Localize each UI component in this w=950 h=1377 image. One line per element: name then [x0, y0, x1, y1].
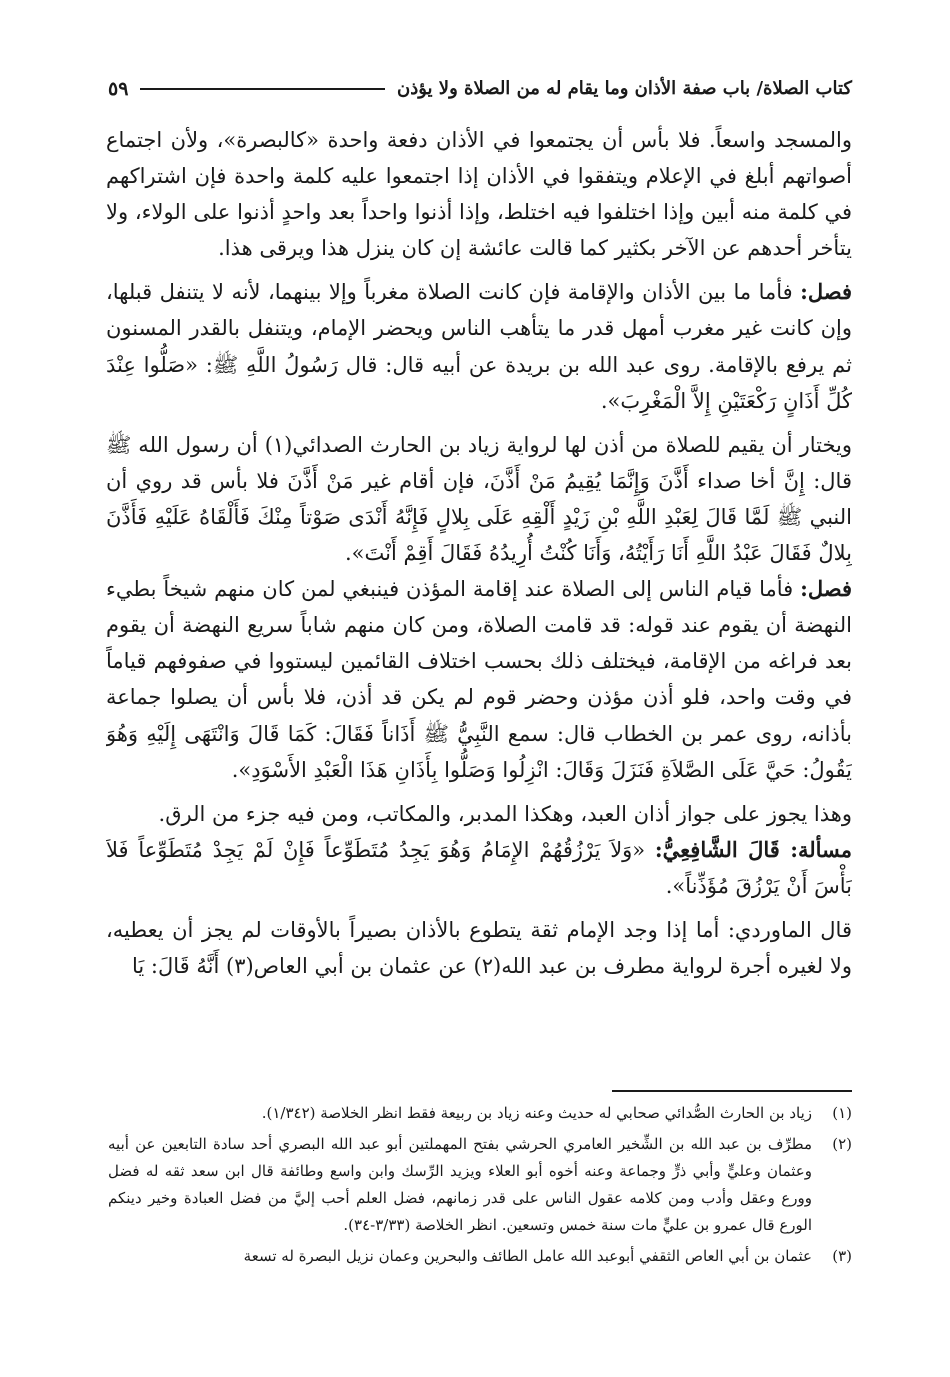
paragraph-text: وهذا يجوز على جواز أذان العبد، وهكذا المدبر، والمكاتب، ومن فيه جزء من الرق. — [158, 801, 852, 826]
paragraph-text: والمسجد واسعاً. فلا بأس أن يجتمعوا في الأذان دفعة واحدة «كالبصرة»، ولأن اجتماع أصواتهم أبلغ في الإعلام ويتفقوا في الأذان إذا اجتمعوا عليه كلمة واحدة فإن اشتراكهم في كلمة منه أبين وإذا اختلفوا فيه اختلط، وإذا أذنوا واحداً بعد واحدٍ أذنوا على الولاء، ولا يتأخر أحدهم عن الآخر بكثير كما قالت عائشة إن كان ينزل هذا ويرقى هذا. — [106, 128, 852, 261]
footnote-text: عثمان بن أبي العاص الثقفي أبوعبد الله عامل الطائف والبحرين وعمان نزيل البصرة له تسعة — [243, 1247, 812, 1265]
footnotes — [108, 1100, 852, 1350]
paragraph-2 — [106, 274, 852, 418]
paragraph-text: فأما ما بين الأذان والإقامة فإن كانت الصلاة مغرباً وإلا بينهما، لأنه لا يتنفل قبلها، وإن كانت غير مغرب أمهل قدر ما يتأهب الناس ويحضر الإمام، ويتنفل بالقدر المسنون ثم يرفع بالإقامة. روى عبد الله بن بريدة عن أبيه قال: قال رَسُولُ اللَّهِ ﷺ: «صَلُّوا عِنْدَ كُلِّ أَذَانٍ رَكْعَتَيْنِ إِلاَّ الْمَغْرِبَ». — [106, 280, 852, 413]
masala-label: مسألة: قَالَ الشَّافِعِيُّ: — [654, 836, 852, 862]
running-header — [108, 72, 852, 106]
paragraph-text: فأما قيام الناس إلى الصلاة عند إقامة المؤذن فينبغي لمن كان منهم شيخاً بطيء النهضة أن يقوم عند قوله: قد قامت الصلاة، ومن كان منهم شاباً سريع النهضة أن يقوم بعد فراغه من الإقامة، فيختلف ذلك بحسب اختلاف القائمين ليستووا في صفوفهم قياماً في وقت واحد، فلو أذن مؤذن وحضر قوم لم يكن قد أذن، فلا بأس أن يصلوا جماعة بأذانه، روى عمر بن الخطاب قال: سمع النَّبِيُّ ﷺ أَذَاناً فَقَالَ: كَمَا قَالَ وَانْتَهَى إِلَيْهِ وَهُوَ يَقُولُ: حَيَّ عَلَى الصَّلاَةِ فَنَزَلَ وَقَالَ: انْزِلُوا وَصَلُّوا بِأَذَانِ هَذَا الْعَبْدِ الأَسْوَدِ». — [106, 577, 852, 782]
footnote-number: (٢) — [832, 1135, 852, 1153]
section-label: فصل: — [800, 576, 852, 602]
footnote-2 — [108, 1131, 852, 1239]
footnote-number: (١) — [832, 1104, 852, 1122]
footnote-text: مطرِّف بن عبد الله بن الشِّخير العامري الحرشي بفتح المهملتين أبو عبد الله البصري أحد سادة التابعين عن أبيه وعثمان وعليٍّ وأبي ذرٍّ وجماعة وعنه أخوه أبو العلاء ويزيد الرِّسك وابن واسع وطائفة قال ابن سعد ثقه له فضل وورع وعقل وأدب ومن كلامه عقول الناس على قدر زمانهم، فضل العلم أحب إليَّ من فضل العبادة وخير دينكم الورع قال عمرو بن عليٍّ مات سنة خمس وتسعين. انظر الخلاصة (٣/٣٣-٣٤). — [108, 1135, 812, 1234]
footnote-1 — [108, 1100, 852, 1127]
paragraph-text: ويختار أن يقيم للصلاة من أذن لها لرواية زياد بن الحارث الصدائي(١) أن رسول الله ﷺ قال: إِنَّ أخا صداء أَذَّنَ وَإِنَّمَا يُقِيمُ مَنْ أَذَّنَ، فإن أقام غير مَنْ أَذَّنَ فلا بأس قد روي أن النبي ﷺ لَمَّا قَالَ لِعَبْدِ اللَّهِ بْنِ زَيْدٍ أَلْقِهِ عَلَى بِلالٍ فَإِنَّهُ أَنْدَى صَوْتاً مِنْكَ فَأَلْقَاهُ عَلَيْهِ فَأَذَّنَ بِلالٌ فَقَالَ عَبْدُ اللَّهِ أَنَا رَأَيْتُهُ، وَأَنَا كُنْتُ أُرِيدُهُ فَقَالَ أَقِمْ أَنْتَ». — [106, 432, 852, 566]
paragraph-text: «وَلاَ يَرْزُقُهُمْ الإِمَامُ وَهُوَ يَجِدُ مُتَطَوِّعاً فَإِنْ لَمْ يَجِدْ مُتَطَوِّعاً فَلاَ بَأْسَ أَنْ يَرْزُقَ مُؤَذِّناً». — [106, 837, 852, 898]
header-title: كتاب الصلاة/ باب صفة الأذان وما يقام له من الصلاة ولا يؤذن — [397, 78, 852, 99]
footnote-text: زياد بن الحارث الصُّدائي صحابي له حديث وعنه زياد بن ربيعة فقط انظر الخلاصة (١/٣٤٢). — [261, 1104, 812, 1122]
paragraph-7 — [106, 912, 852, 984]
main-text — [106, 122, 852, 1004]
paragraph-1 — [106, 122, 852, 266]
paragraph-text: قال الماوردي: أما إذا وجد الإمام ثقة يتطوع بالأذان بصيراً بالأوقات لم يجز أن يعطيه، ولا لغيره أجرة لرواية مطرف بن عبد الله(٢) عن عثمان بن أبي العاص(٣) أَنَّهُ قَالَ: يَا — [106, 917, 852, 979]
footnote-3 — [108, 1243, 852, 1270]
page-number: ٥٩ — [108, 77, 129, 100]
paragraph-5 — [106, 796, 852, 832]
footnote-separator — [612, 1090, 852, 1092]
paragraph-4 — [106, 571, 852, 788]
paragraph-3 — [106, 427, 852, 571]
footnote-number: (٣) — [832, 1247, 852, 1265]
header-rule — [140, 88, 385, 90]
paragraph-6 — [106, 832, 852, 904]
section-label: فصل: — [800, 279, 852, 305]
